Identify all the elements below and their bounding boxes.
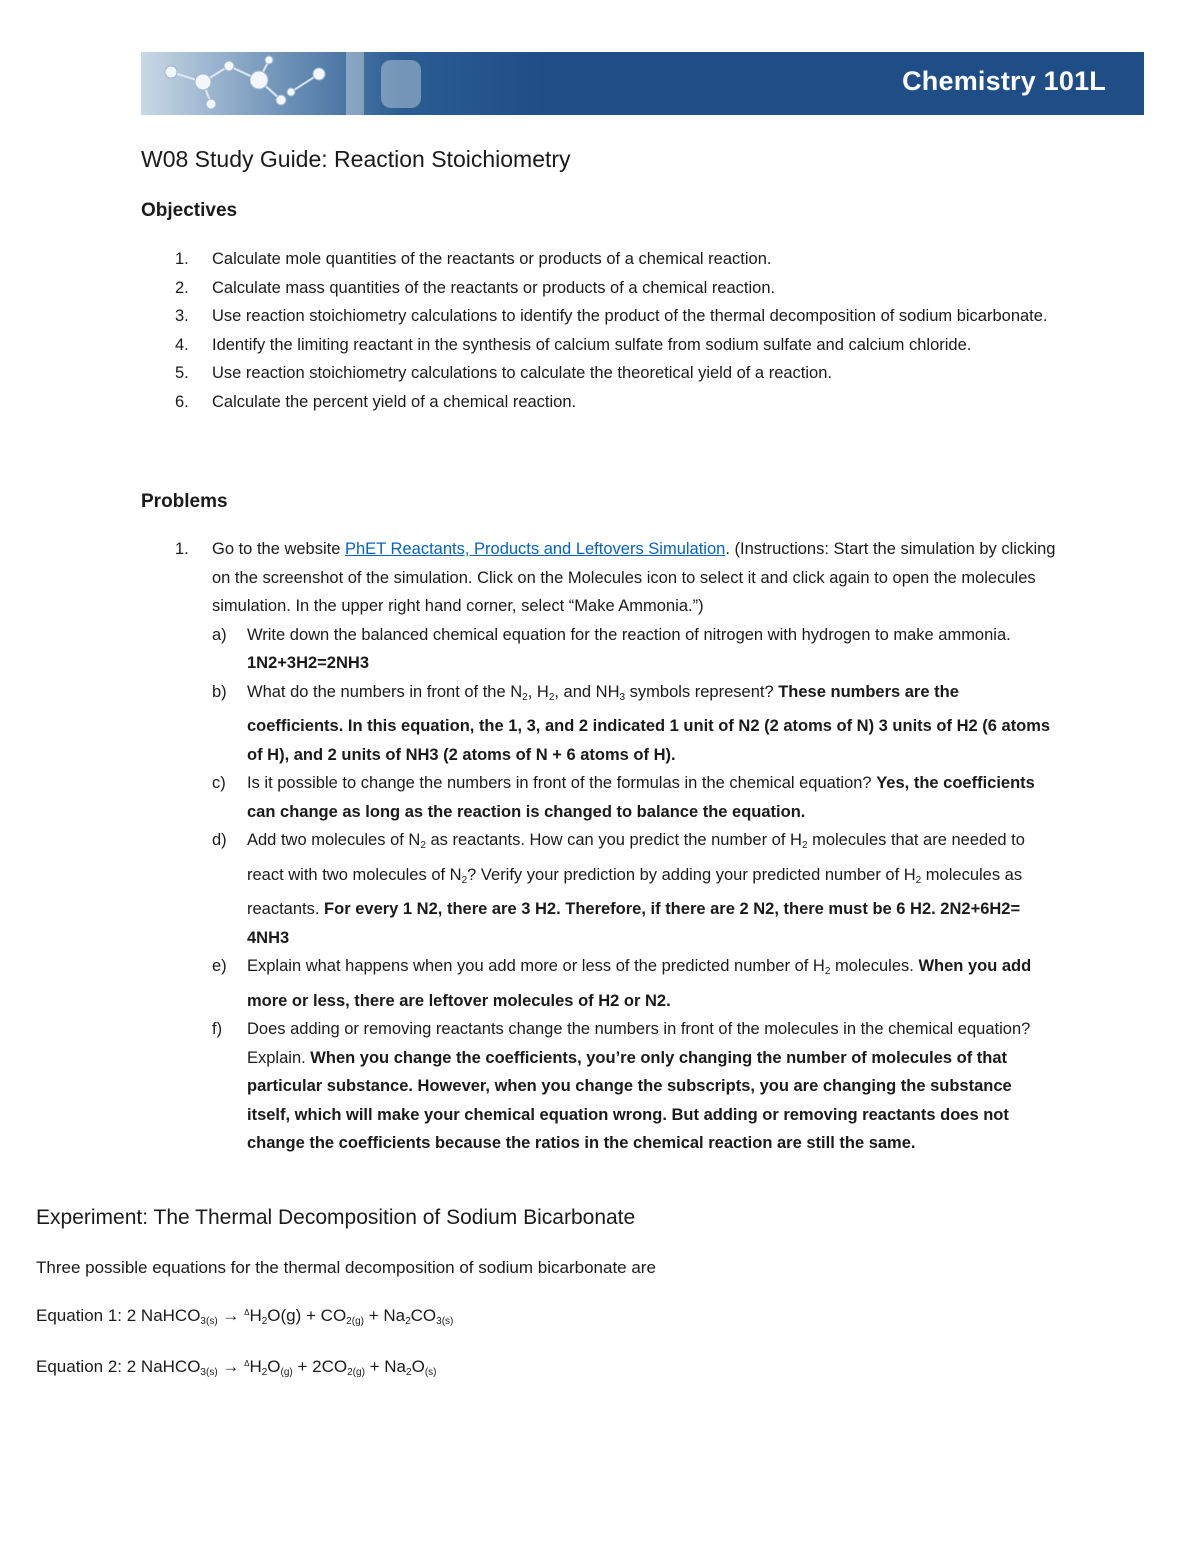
problem-1: 1. Go to the website PhET Reactants, Products and Leftovers Simulation. (Instructions: Start the simulation by clicking on the screenshot of the simulation. Click on the Molecules icon to select it and click again to open the molecules simulation. In the upper right hand corner, select “Make Ammonia.”) — [175, 540, 1056, 615]
answer-c: Yes, the coefficients can change as long as the reaction is changed to balance the equation. — [247, 774, 1035, 821]
list-item: 4. Identify the limiting reactant in the synthesis of calcium sulfate from sodium sulfate and calcium chloride. — [175, 335, 972, 354]
list-item: 2. Calculate mass quantities of the reactants or products of a chemical reaction. — [175, 278, 776, 297]
question-d: d) Add two molecules of $N_2$ as reactants. How can you predict the number of $H_2$ molecules that are needed to react with two molecules of $N_2$? Verify your prediction by adding your predicted number of $H_2$ molecules as reactants. For every 1 N2, there are 3 H2. Therefore, if there are 2 N2, there must be 6 H2. 2N2+6H2= 4NH3 — [212, 831, 1025, 947]
question-e: e) Explain what happens when you add more or less of the predicted number of $H_2$ molecules. When you add more or less, there are leftover molecules of H2 or N2. — [212, 957, 1032, 1010]
phet-simulation-link[interactable]: PhET Reactants, Products and Leftovers Simulation — [345, 540, 726, 558]
answer-b: These numbers are the coefficients. In this equation, the 1, 3, and 2 indicated 1 unit of N2 (2 atoms of N) 3 units of H2 (6 atoms of H), and 2 units of NH3 (2 atoms of N + 6 atoms of H). — [247, 682, 1051, 764]
answer-e: When you add more or less, there are leftover molecules of H2 or N2. — [247, 957, 1032, 1010]
list-item: 1. Calculate mole quantities of the reactants or products of a chemical reaction. — [175, 250, 772, 268]
experiment-intro: Three possible equations for the thermal decomposition of sodium bicarbonate are — [36, 1258, 656, 1277]
answer-a: 1N2+3H2=2NH3 — [247, 654, 369, 672]
list-item: 3. Use reaction stoichiometry calculations to identify the product of the thermal decomposition of sodium bicarbonate. — [175, 307, 1048, 325]
equation-2: Equation 2: 2 NaHCO$_{3(s)}$ → $^\Delta H_2O_{(g)} + 2CO_{2(g)} + Na_2O_{(s)}$ — [36, 1357, 437, 1378]
question-c: c) Is it possible to change the numbers in front of the formulas in the chemical equation? Yes, the coefficients can change as long as the reaction is changed to balance the equation. — [212, 774, 1035, 821]
answer-d: For every 1 N2, there are 3 H2. Therefore, if there are 2 N2, there must be 6 H2. 2N2+6H2= 4NH3 — [247, 900, 1021, 947]
list-item: 6. Calculate the percent yield of a chemical reaction. — [175, 392, 577, 411]
question-f: f) Does adding or removing reactants change the numbers in front of the molecules in the chemical equation? Explain. When you change the coefficients, you’re only changing the number of molecules of that particular substance. However, when you change the subscripts, you are changing the substance itself, which will make your chemical equation wrong. But adding or removing reactants does not change the coefficients because the ratios in the chemical reaction are still the same. — [212, 1020, 1031, 1152]
molecule-graphic — [141, 52, 481, 115]
problems-heading: Problems — [141, 491, 228, 512]
header-banner — [141, 52, 1144, 115]
equation-1: Equation 1: 2 NaHCO$_{3(s)}$ → $^\Delta H_2O(g) + CO_{2(g)} + Na_2CO_{3(s)}$ — [36, 1306, 454, 1327]
question-a: a) Write down the balanced chemical equation for the reaction of nitrogen with hydrogen to make ammonia. 1N2+3H2=2NH3 — [212, 625, 1011, 672]
objectives-list — [141, 245, 1051, 416]
experiment-heading: Experiment: The Thermal Decomposition of Sodium Bicarbonate — [36, 1206, 636, 1229]
objectives-heading: Objectives — [141, 200, 238, 221]
answer-f: When you change the coefficients, you’re only changing the number of molecules of that particular substance. However, when you change the subscripts, you are changing the substance itself, which will make your chemical equation wrong. But adding or removing reactants does not change the coefficients because the ratios in the chemical reaction are still the same. — [247, 1048, 1012, 1152]
course-title: Chemistry 101L — [902, 66, 1106, 96]
page-title: W08 Study Guide: Reaction Stoichiometry — [141, 146, 571, 172]
question-b: b) What do the numbers in front of the $N_2$, $H_2$, and $NH_3$ symbols represent? These numbers are the coefficients. In this equation, the 1, 3, and 2 indicated 1 unit of N2 (2 atoms of N) 3 units of H2 (6 atoms of H), and 2 units of NH3 (2 atoms of N + 6 atoms of H). — [212, 682, 1051, 764]
problems-list — [141, 535, 1056, 1158]
list-item: 5. Use reaction stoichiometry calculations to calculate the theoretical yield of a reaction. — [175, 364, 832, 382]
